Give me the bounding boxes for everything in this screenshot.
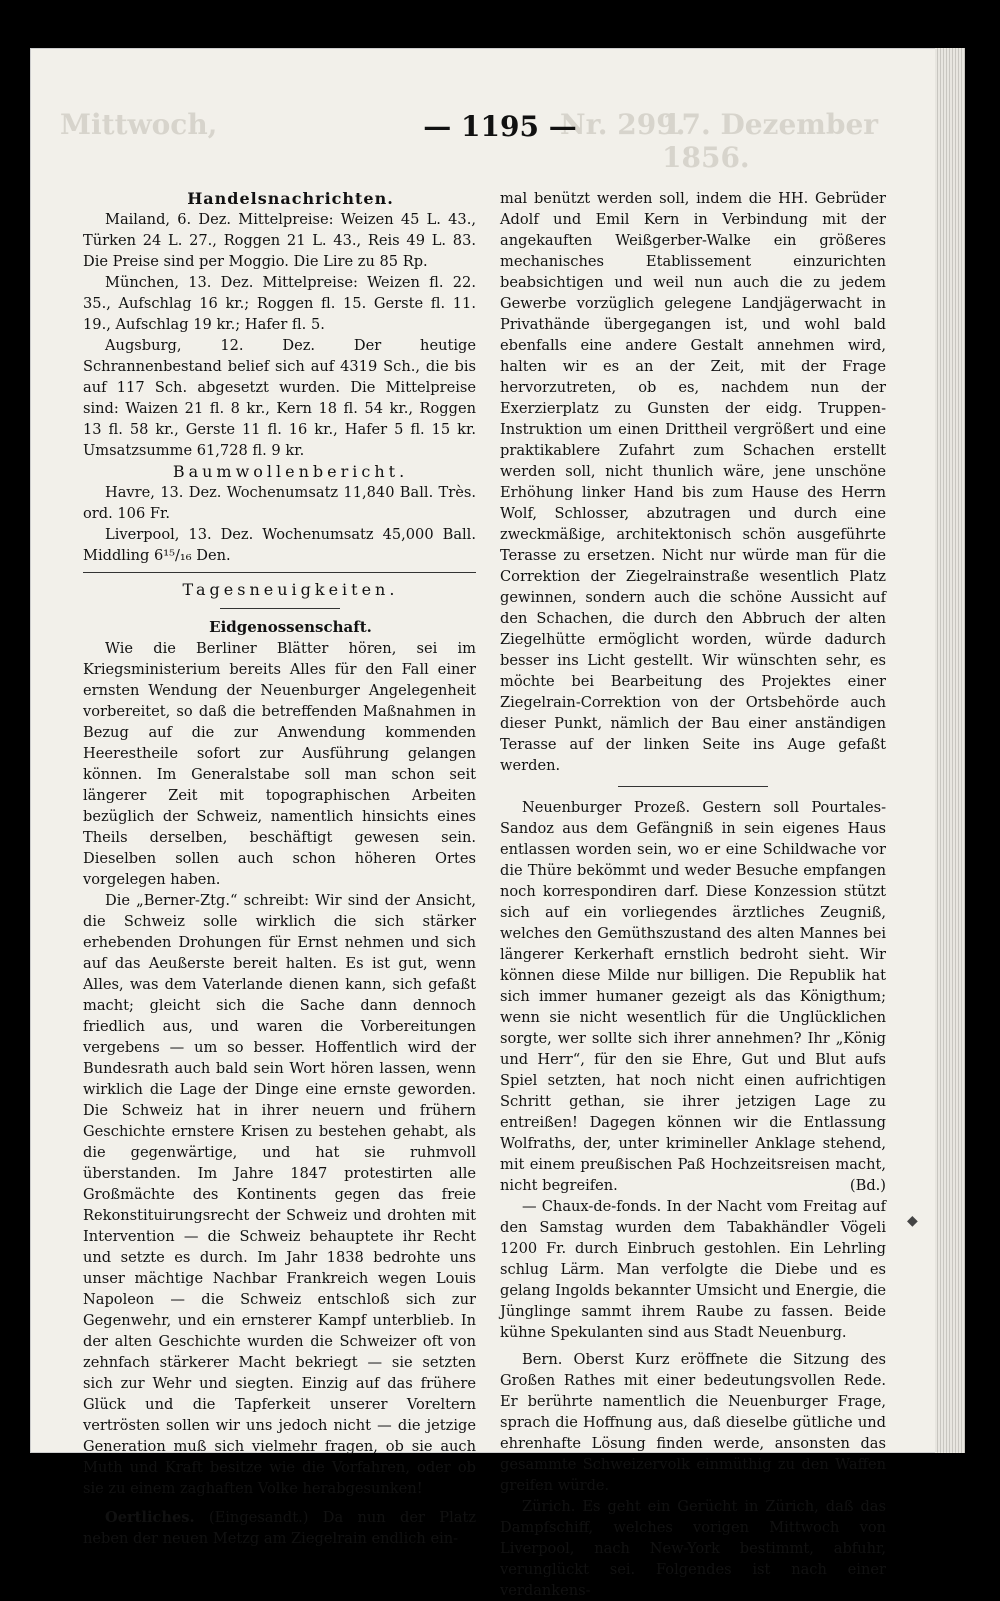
divider-full bbox=[83, 572, 476, 573]
baumwolle-liverpool: Liverpool, 13. Dez. Wochenumsatz 45,000 Ball. Middling 6¹⁵/₁₆ Den. bbox=[83, 526, 476, 564]
divider-short bbox=[220, 608, 340, 609]
oertliches-paragraph bbox=[83, 1507, 476, 1549]
margin-mark-icon: ◆ bbox=[907, 1213, 918, 1229]
newspaper-page bbox=[30, 48, 965, 1599]
eidg-paragraph-1: Wie die Berliner Blätter hören, sei im Kriegsministerium bereits Alles für den Fall einer ernsten Wendung der Neuenburger Angelegenheit vorbereitet, so daß die betreffenden Maßnahmen in Bezug auf die zur Anwendung kommenden Heerestheile sofort zur Ausführung gelangen können. Im Generalstabe soll man schon seit längerer Zeit mit topographischen Arbeiten bezüglich der Schweiz, namentlich hinsichts eines Theils derselben, beschäftigt gewesen sein. Dieselben sollen auch schon höheren Ortes vorgelegen haben. bbox=[83, 640, 476, 888]
faint-header-date: 17. Dezember 1856. bbox=[662, 108, 879, 174]
baumwolle-title: Baumwollenbericht. bbox=[172, 462, 409, 481]
right-column bbox=[500, 188, 886, 1601]
neuenburger-prozess bbox=[500, 797, 886, 1196]
handel-mailand: Mailand, 6. Dez. Mittelpreise: Weizen 45 L. 43., Türken 24 L. 27., Roggen 21 L. 43., Reis 49 L. 83. Die Preise sind per Moggio. Die Lire zu 85 Rp. bbox=[83, 211, 476, 270]
handel-augsburg: Augsburg, 12. Dez. Der heutige Schrannenbestand belief sich auf 4319 Sch., die bis auf 117 Sch. abgesetzt wurden. Die Mittelpreise sind: Waizen 21 fl. 8 kr., Kern 18 fl. 54 kr., Roggen 13 fl. 58 kr., Gerste 11 fl. 16 kr., Hafer 5 fl. 15 kr. Umsatzsumme 61,728 fl. 9 kr. bbox=[83, 337, 476, 459]
faint-header-issue: Nr. 299. bbox=[560, 108, 686, 141]
oertliches-continued: mal benützt werden soll, indem die HH. Gebrüder Adolf und Emil Kern in Verbindung mit der angekauften Weißgerber-Walke ein größeres mechanisches Etablissement einzurichten beabsichtigen und weil nun auch die zu jedem Gewerbe vorzüglich gelegene Landjägerwacht in Privathände übergegangen ist, und wohl bald ebenfalls eine andere Gestalt annehmen wird, halten wir es an der Zeit, mit der Frage hervorzutreten, ob es, nachdem nun der Exerzierplatz zu Gunsten der eidg. Truppen-Instruktion um einen Drittheil vergrößert und eine praktikablere Zufahrt zum Schachen erstellt werden soll, nicht thunlich wäre, jene unschöne Erhöhung linker Hand bis zum Hause des Herrn Wolf, Schlosser, abzutragen und durch eine zweckmäßige, architektonisch schön ausgeführte Terasse zu ersetzen. Nicht nur würde man für die Correktion der Ziegelrainstraße wesentlich Platz gewinnen, sondern auch die schöne Aussicht auf den Schachen, die durch den Abbruch der alten Ziegelhütte ermöglicht worden, würde dadurch besser ins Licht gestellt. Wir wünschten sehr, es möchte bei Bearbeitung des Projektes einer Ziegelrain-Correktion von der Ortsbehörde auch dieser Punkt, nämlich der Bau einer anständigen Terasse auf der linken Seite ins Auge gefaßt werden. bbox=[500, 190, 886, 774]
neuenburger-text: Neuenburger Prozeß. Gestern soll Pourtales-Sandoz aus dem Gefängniß in sein eigenes Haus entlassen worden sein, wo er eine Schildwache vor die Thüre bekömmt und weder Besuche empfangen noch korrespondiren darf. Diese Konzession stützt sich auf ein vorliegendes ärztliches Zeugniß, welches den Gemüthszustand des alten Mannes bei längerer Kerkerhaft ernstlich bedroht sieht. Wir können diese Milde nur billigen. Die Republik hat sich immer humaner gezeigt als das Königthum; wenn sie nicht wesentlich für die Unglücklichen sorgte, wer sollte sich ihrer annehmen? Ihr „König und Herr“, für den sie Ehre, Gut und Blut aufs Spiel setzten, hat noch nicht einen aufrichtigen Schritt gethan, sie ihrer jetzigen Lage zu entreißen! Dagegen können wir die Entlassung Wolfraths, der, unter krimineller Anklage stehend, mit einem preußischen Paß Hochzeitsreisen macht, nicht begreifen. bbox=[500, 799, 886, 1194]
page-number: — 1195 — bbox=[423, 110, 577, 143]
chaux-de-fonds: — Chaux-de-fonds. In der Nacht vom Freitag auf den Samstag wurden dem Tabakhändler Vögeli 1200 Fr. durch Einbruch gestohlen. Ein Lehrling schlug Lärm. Man verfolgte die Diebe und es gelang Ingolds bekannter Umsicht und Energie, die Jünglinge sammt ihrem Raube zu fassen. Beide kühne Spekulanten sind aus Stadt Neuenburg. bbox=[500, 1198, 886, 1341]
handel-title: Handelsnachrichten. bbox=[187, 189, 394, 208]
eidg-title: Eidgenossenschaft. bbox=[209, 618, 372, 636]
tages-title: Tagesneuigkeiten. bbox=[182, 580, 399, 599]
oertliches-lead: Oertliches. bbox=[105, 1509, 195, 1526]
page-edge bbox=[935, 48, 965, 1453]
bern-news: Bern. Oberst Kurz eröffnete die Sitzung des Großen Rathes mit einer bedeutungsvollen Rede. Er berührte namentlich die Neuenburger Frage, sprach die Hoffnung aus, daß dieselbe gütliche und ehrenhafte Lösung finden werde, ansonsten das gesammte Schweizervolk einmüthig zu den Waffen greifen würde. bbox=[500, 1351, 886, 1494]
baumwolle-havre: Havre, 13. Dez. Wochenumsatz 11,840 Ball. Très. ord. 106 Fr. bbox=[83, 484, 476, 522]
faint-header-day: Mittwoch, bbox=[60, 108, 218, 141]
eidg-paragraph-2: Die „Berner-Ztg.“ schreibt: Wir sind der Ansicht, die Schweiz solle wirklich die sich stärker erhebenden Drohungen für Ernst nehmen und sich auf das Aeußerste bereit halten. Es ist gut, wenn Alles, was dem Vaterlande dienen kann, sich gefaßt macht; gleicht sich die Sache dann dennoch friedlich aus, und waren die Vorbereitungen vergebens — um so besser. Hoffentlich wird der Bundesrath auch bald sein Wort hören lassen, wenn wirklich die Lage der Dinge eine ernste geworden. Die Schweiz hat in ihrer neuern und frühern Geschichte ernstere Krisen zu bestehen gehabt, als die gegenwärtige, und hat sie ruhmvoll überstanden. Im Jahre 1847 protestirten alle Großmächte des Kontinents gegen das freie Rekonstituirungsrecht der Schweiz und drohten mit Intervention — die Schweiz behauptete ihr Recht und setzte es durch. Im Jahr 1838 bedrohte uns unser mächtige Nachbar Frankreich wegen Louis Napoleon — die Schweiz entschloß sich zur Gegenwehr, und ein ernsterer Kampf unterblieb. In der alten Geschichte wurden die Schweizer oft von zehnfach stärkerer Macht bekriegt — sie setzten sich zur Wehr und siegten. Einzig auf das frühere Glück und die Tapferkeit unserer Voreltern vertrösten sollen wir uns jedoch nicht — die jetzige Generation muß sich vielmehr fragen, ob sie auch Muth und Kraft besitze wie die Vorfahren, oder ob sie zu einem zaghaften Volke herabgesunken! bbox=[83, 892, 476, 1497]
left-column bbox=[83, 188, 476, 1549]
neuenburger-signature: (Bd.) bbox=[849, 1177, 886, 1194]
zuerich-news: Zürich. Es geht ein Gerücht in Zürich, daß das Dampfschiff, welches vorigen Mittwoch von Liverpool, nach New-York bestimmt, abfuhr, verunglückt sei. Folgendes ist nach einer verdankens- bbox=[500, 1498, 886, 1599]
divider-mid bbox=[618, 786, 768, 787]
handel-muenchen: München, 13. Dez. Mittelpreise: Weizen fl. 22. 35., Aufschlag 16 kr.; Roggen fl. 15. Gerste fl. 11. 19., Aufschlag 19 kr.; Hafer fl. 5. bbox=[83, 274, 476, 333]
oertliches-text: (Eingesandt.) Da nun der Platz neben der neuen Metzg am Ziegelrain endlich ein- bbox=[83, 1509, 477, 1547]
